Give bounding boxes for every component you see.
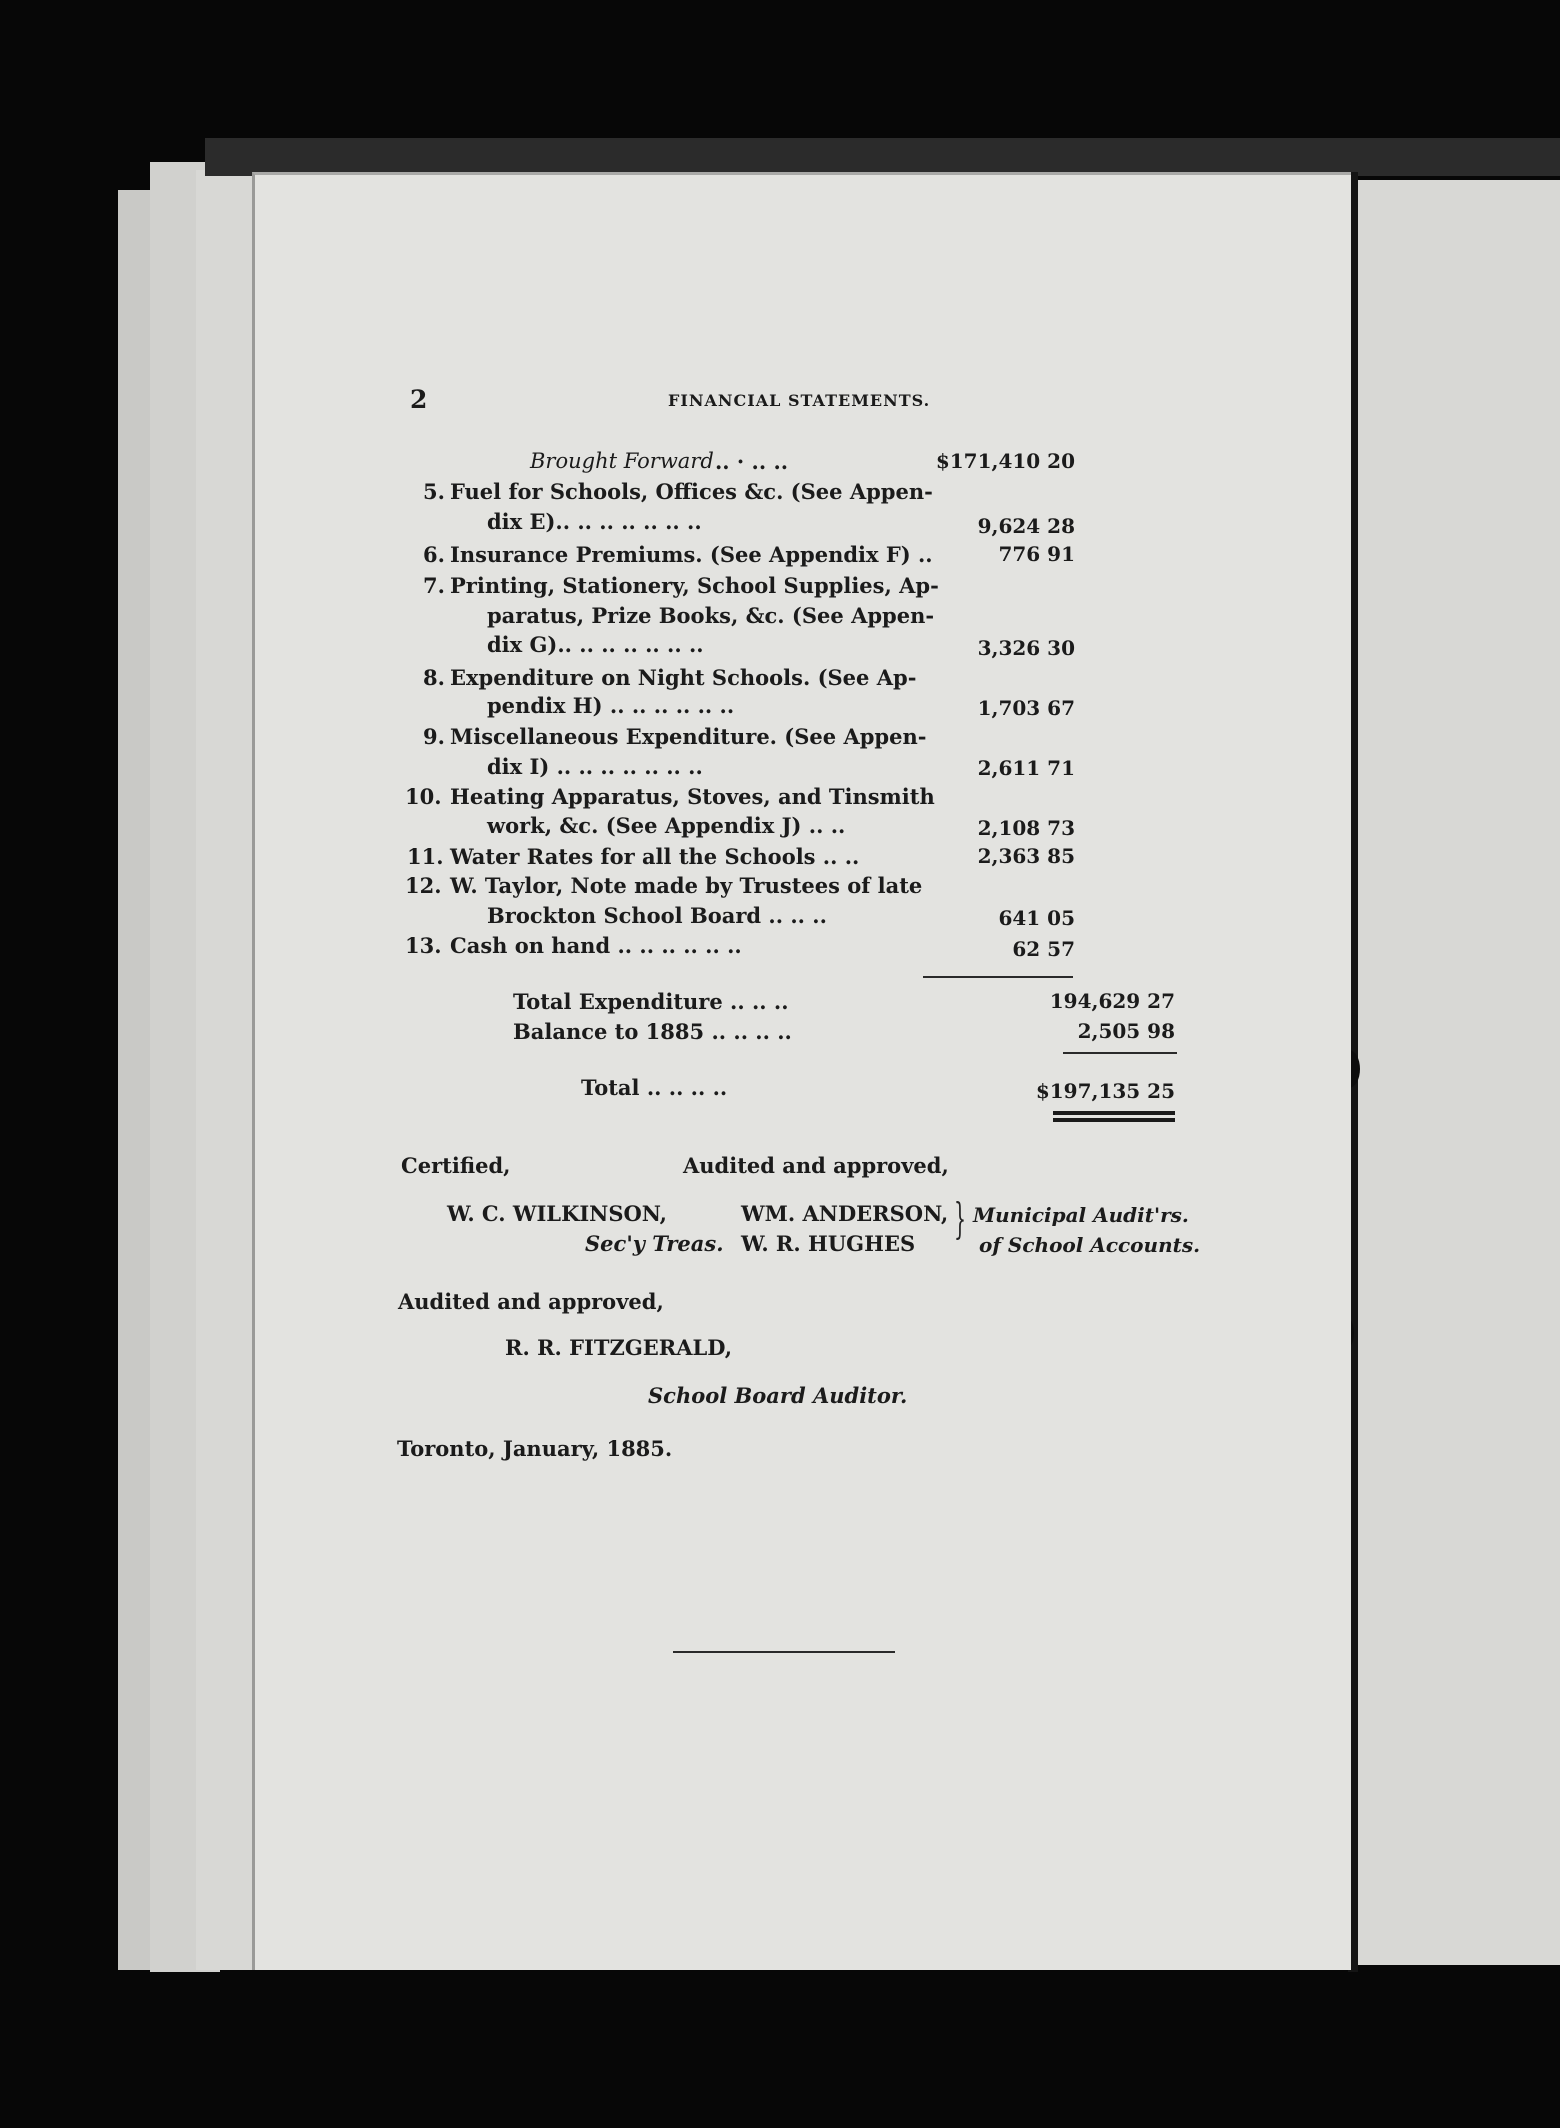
balance-amount: 2,505 98 bbox=[1077, 1019, 1175, 1043]
brace-glyph: } bbox=[954, 1194, 967, 1243]
double-rule bbox=[1053, 1118, 1175, 1122]
item-amount: 2,108 73 bbox=[977, 816, 1075, 840]
item-number: 10. bbox=[405, 784, 442, 809]
item-text: W. Taylor, Note made by Trustees of late bbox=[450, 873, 923, 898]
certified-label: Certified, bbox=[401, 1153, 511, 1178]
brought-forward-amount: $171,410 20 bbox=[935, 449, 1075, 473]
audited-approved-label: Audited and approved, bbox=[398, 1289, 664, 1314]
item-amount: 2,611 71 bbox=[977, 756, 1075, 780]
item-text: Brockton School Board .. .. .. bbox=[487, 903, 827, 928]
item-text: Heating Apparatus, Stoves, and Tinsmith bbox=[450, 784, 935, 809]
item-text: pendix H) .. .. .. .. .. .. bbox=[487, 693, 735, 718]
item-text: Water Rates for all the Schools .. .. bbox=[450, 844, 860, 869]
item-number: 13. bbox=[405, 933, 442, 958]
item-text: Printing, Stationery, School Supplies, Ap- bbox=[450, 573, 939, 598]
total-expenditure-label: Total Expenditure .. .. .. bbox=[513, 989, 789, 1014]
grand-total-amount: $197,135 25 bbox=[1035, 1079, 1175, 1103]
item-amount: 3,326 30 bbox=[977, 636, 1075, 660]
place-date: Toronto, January, 1885. bbox=[397, 1436, 673, 1461]
secretary-title: Sec'y Treas. bbox=[585, 1231, 724, 1256]
total-label: Total .. .. .. .. bbox=[581, 1075, 728, 1100]
item-number: 12. bbox=[405, 873, 442, 898]
balance-label: Balance to 1885 .. .. .. .. bbox=[513, 1019, 792, 1044]
subtotal-rule bbox=[923, 976, 1073, 978]
item-text: work, &c. (See Appendix J) .. .. bbox=[487, 813, 846, 838]
total-rule bbox=[1063, 1052, 1177, 1054]
board-auditor-name: R. R. FITZGERALD, bbox=[505, 1335, 733, 1360]
auditor-role: Municipal Audit'rs. bbox=[973, 1203, 1189, 1227]
brought-forward-label: Brought Forward bbox=[530, 449, 714, 473]
item-number: 7. bbox=[423, 573, 445, 598]
auditor-role: of School Accounts. bbox=[979, 1233, 1201, 1257]
item-text: Cash on hand .. .. .. .. .. .. bbox=[450, 933, 742, 958]
item-text: dix E).. .. .. .. .. .. .. bbox=[487, 509, 702, 534]
audited-approved-label: Audited and approved, bbox=[683, 1153, 949, 1178]
item-text: Fuel for Schools, Offices &c. (See Appen- bbox=[450, 479, 933, 504]
item-text: dix I) .. .. .. .. .. .. .. bbox=[487, 754, 703, 779]
secretary-name: W. C. WILKINSON, bbox=[447, 1201, 667, 1226]
double-rule bbox=[1053, 1111, 1175, 1115]
document-page bbox=[252, 172, 1351, 1970]
item-amount: 62 57 bbox=[1012, 937, 1075, 961]
item-amount: 9,624 28 bbox=[977, 514, 1075, 538]
item-text: dix G).. .. .. .. .. .. .. bbox=[487, 632, 704, 657]
auditor-name: W. R. HUGHES bbox=[741, 1231, 916, 1256]
item-text: Expenditure on Night Schools. (See Ap- bbox=[450, 665, 917, 690]
item-number: 5. bbox=[423, 479, 445, 504]
item-amount: 776 91 bbox=[998, 542, 1075, 566]
item-number: 11. bbox=[407, 844, 444, 869]
auditor-name: WM. ANDERSON, bbox=[741, 1201, 949, 1226]
board-auditor-title: School Board Auditor. bbox=[648, 1383, 908, 1408]
item-amount: 1,703 67 bbox=[977, 696, 1075, 720]
facing-page bbox=[1358, 180, 1560, 1965]
item-text: Miscellaneous Expenditure. (See Appen- bbox=[450, 724, 927, 749]
scan-top-band bbox=[205, 138, 1560, 176]
leaders: .. · .. .. bbox=[715, 449, 789, 474]
item-text: paratus, Prize Books, &c. (See Appen- bbox=[487, 603, 935, 628]
item-number: 8. bbox=[423, 665, 445, 690]
page-number: 2 bbox=[410, 385, 428, 414]
item-number: 6. bbox=[423, 542, 445, 567]
end-rule bbox=[673, 1651, 895, 1653]
item-amount: 641 05 bbox=[998, 906, 1075, 930]
item-number: 9. bbox=[423, 724, 445, 749]
item-text: Insurance Premiums. (See Appendix F) .. bbox=[450, 542, 933, 567]
page-stack-edge bbox=[196, 170, 256, 1970]
running-title: FINANCIAL STATEMENTS. bbox=[668, 391, 931, 410]
item-amount: 2,363 85 bbox=[977, 844, 1075, 868]
total-expenditure-amount: 194,629 27 bbox=[1049, 989, 1175, 1013]
